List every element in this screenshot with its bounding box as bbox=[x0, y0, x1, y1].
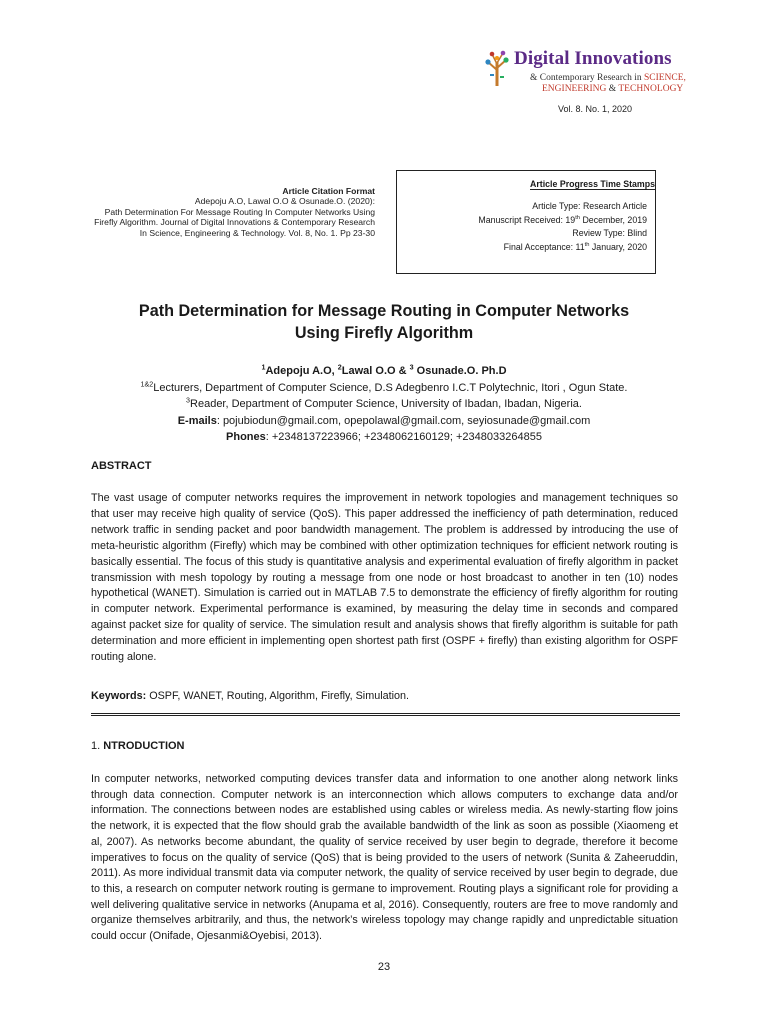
citation-heading: Article Citation Format bbox=[282, 186, 375, 196]
journal-tagline-1 bbox=[530, 73, 686, 83]
journal-tagline-2 bbox=[542, 84, 683, 94]
tagline-prefix: & Contemporary Research in bbox=[530, 73, 642, 83]
manuscript-received bbox=[478, 214, 647, 228]
acceptance-suffix: January, 2020 bbox=[589, 241, 647, 252]
author-block bbox=[60, 363, 708, 446]
section-number: 1. bbox=[91, 740, 104, 752]
emails bbox=[60, 413, 708, 430]
acceptance-prefix: Final Acceptance: 11 bbox=[503, 241, 585, 252]
received-prefix: Manuscript Received: 19 bbox=[478, 214, 576, 225]
introduction-body: In computer networks, networked computing devices transfer data and information to one another along network links through data connection. Computer network is an interconnection which allows computers to exchange data and/or information. The connections between nodes are established using cables or wireless media. As newly-starting flow joins the network, it is expected that the flow should grab the available bandwidth of the link as soon as possible (Xiaomeng et al, 2007). As networks become abundant, the quality of service received by user begin to degrade, therefore it become imperatives to focus on the quality of service (QoS) that is being provided to the users of network (Sunita & Zaheeruddin, 2011). As more individual transmit data via computer network, the quality of service received by user begin to degrade, due to this, a research on computer network routing is germane to improvement. Routing plays a significant role for providing a well delivering qualitative service in networks (Anupama et al, 2016). Consequently, routers are free to move randomly and organize themselves arbitrarily, and thus, the network’s wireless topology may change rapidly and unpredictable situation could occur (Onifade, Ojesanmi&Oyebisi, 2013). bbox=[91, 773, 678, 943]
article-type: Article Type: Research Article bbox=[532, 201, 647, 211]
tagline-highlight: SCIENCE, bbox=[643, 73, 686, 83]
phones-value: : +2348137223966; +2348062160129; +2348033264855 bbox=[265, 431, 542, 444]
citation-block bbox=[60, 186, 375, 238]
affiliation-1 bbox=[60, 380, 708, 397]
author-names bbox=[60, 363, 708, 380]
volume-info: Vol. 8. No. 1, 2020 bbox=[557, 104, 632, 114]
author-name: Lawal O.O & bbox=[341, 365, 410, 377]
emails-value: : pojubiodun@gmail.com, opepolawal@gmail.com, seyiosunade@gmail.com bbox=[216, 414, 591, 427]
affiliation-2 bbox=[60, 396, 708, 413]
progress-lines bbox=[478, 200, 647, 254]
received-suffix: December, 2019 bbox=[580, 214, 647, 225]
author-sup: 2 bbox=[337, 363, 342, 372]
affiliation-sup: 1&2 bbox=[140, 379, 154, 388]
abstract-heading: ABSTRACT bbox=[91, 460, 152, 472]
phones-label: Phones bbox=[226, 431, 266, 444]
section-title: NTRODUCTION bbox=[103, 740, 185, 752]
citation-line: In Science, Engineering & Technology. Vol. 8, No. 1. Pp 23-30 bbox=[139, 227, 375, 238]
page-number: 23 bbox=[377, 961, 391, 973]
paper-title bbox=[60, 300, 708, 344]
journal-logo bbox=[482, 46, 686, 98]
final-acceptance bbox=[478, 241, 647, 255]
phones bbox=[60, 429, 708, 446]
journal-name: Digital Innovations bbox=[514, 48, 672, 69]
tagline-engineering: ENGINEERING bbox=[542, 84, 607, 94]
progress-heading: Article Progress Time Stamps bbox=[530, 179, 655, 189]
emails-label: E-mails bbox=[177, 414, 217, 427]
progress-timestamps-box bbox=[396, 170, 656, 274]
tree-circuit-icon bbox=[482, 48, 512, 88]
title-line-1: Path Determination for Message Routing in Computer Networks bbox=[138, 302, 630, 320]
citation-line: Firefly Algorithm. Journal of Digital Innovations & Contemporary Research bbox=[94, 217, 375, 228]
author-sup: 3 bbox=[409, 363, 414, 372]
introduction-heading bbox=[91, 740, 185, 752]
review-type: Review Type: Blind bbox=[572, 228, 647, 239]
tagline-technology: TECHNOLOGY bbox=[618, 84, 684, 94]
citation-line: Adepoju A.O, Lawal O.O & Osunade.O. (2020): bbox=[194, 196, 375, 207]
keywords-label: Keywords: bbox=[91, 690, 147, 702]
received-sup: th bbox=[575, 214, 580, 221]
author-name: Osunade.O. Ph.D bbox=[413, 365, 507, 377]
affiliation-sup: 3 bbox=[186, 396, 191, 405]
title-line-2: Using Firefly Algorithm bbox=[294, 324, 474, 342]
citation-line: Path Determination For Message Routing In Computer Networks Using bbox=[104, 206, 375, 217]
tagline-ampersand: & bbox=[608, 84, 617, 94]
keywords bbox=[91, 689, 678, 703]
affiliation-text: Lecturers, Department of Computer Science, D.S Adegbenro I.C.T Polytechnic, Itori , Ogun State. bbox=[153, 381, 628, 394]
author-name: Adepoju A.O, bbox=[265, 365, 338, 377]
abstract-body: The vast usage of computer networks requires the improvement in network topologies and management techniques so that user may receive high quality of service (QoS). This paper addressed the inefficiency of path determination, reduced network traffic in sending packet and poor bandwidth management. The problem is addressed by introducing the use of meta-heuristic algorithm (Firefly) which may be combined with other optimization techniques for efficient network routing is basically essential. The focus of this study is quantitative analysis and experimental evaluation of firefly algorithm in packet transmission with mesh topology by routing a message from one node or host broadcast to another in ten (10) nodes hypothetical (WANET). Simulation is carried out in MATLAB 7.5 to demonstrate the efficiency of firefly algorithm for routing in computer network. Experimental performance is examined, by measuring the delay time in seconds and compared against packet size for quality of service. The simulation result and analysis shows that firefly algorithm is suitable for path determination and more efficient in implementing open shortest path first (OSPF + firefly) than existing algorithm for OSPF routing alone. bbox=[91, 492, 678, 664]
acceptance-sup: th bbox=[584, 241, 590, 248]
author-sup: 1 bbox=[261, 363, 266, 372]
affiliation-text: Reader, Department of Computer Science, University of Ibadan, Ibadan, Nigeria. bbox=[190, 398, 582, 411]
keywords-value: OSPF, WANET, Routing, Algorithm, Firefly, Simulation. bbox=[146, 690, 410, 702]
section-divider bbox=[91, 713, 680, 716]
